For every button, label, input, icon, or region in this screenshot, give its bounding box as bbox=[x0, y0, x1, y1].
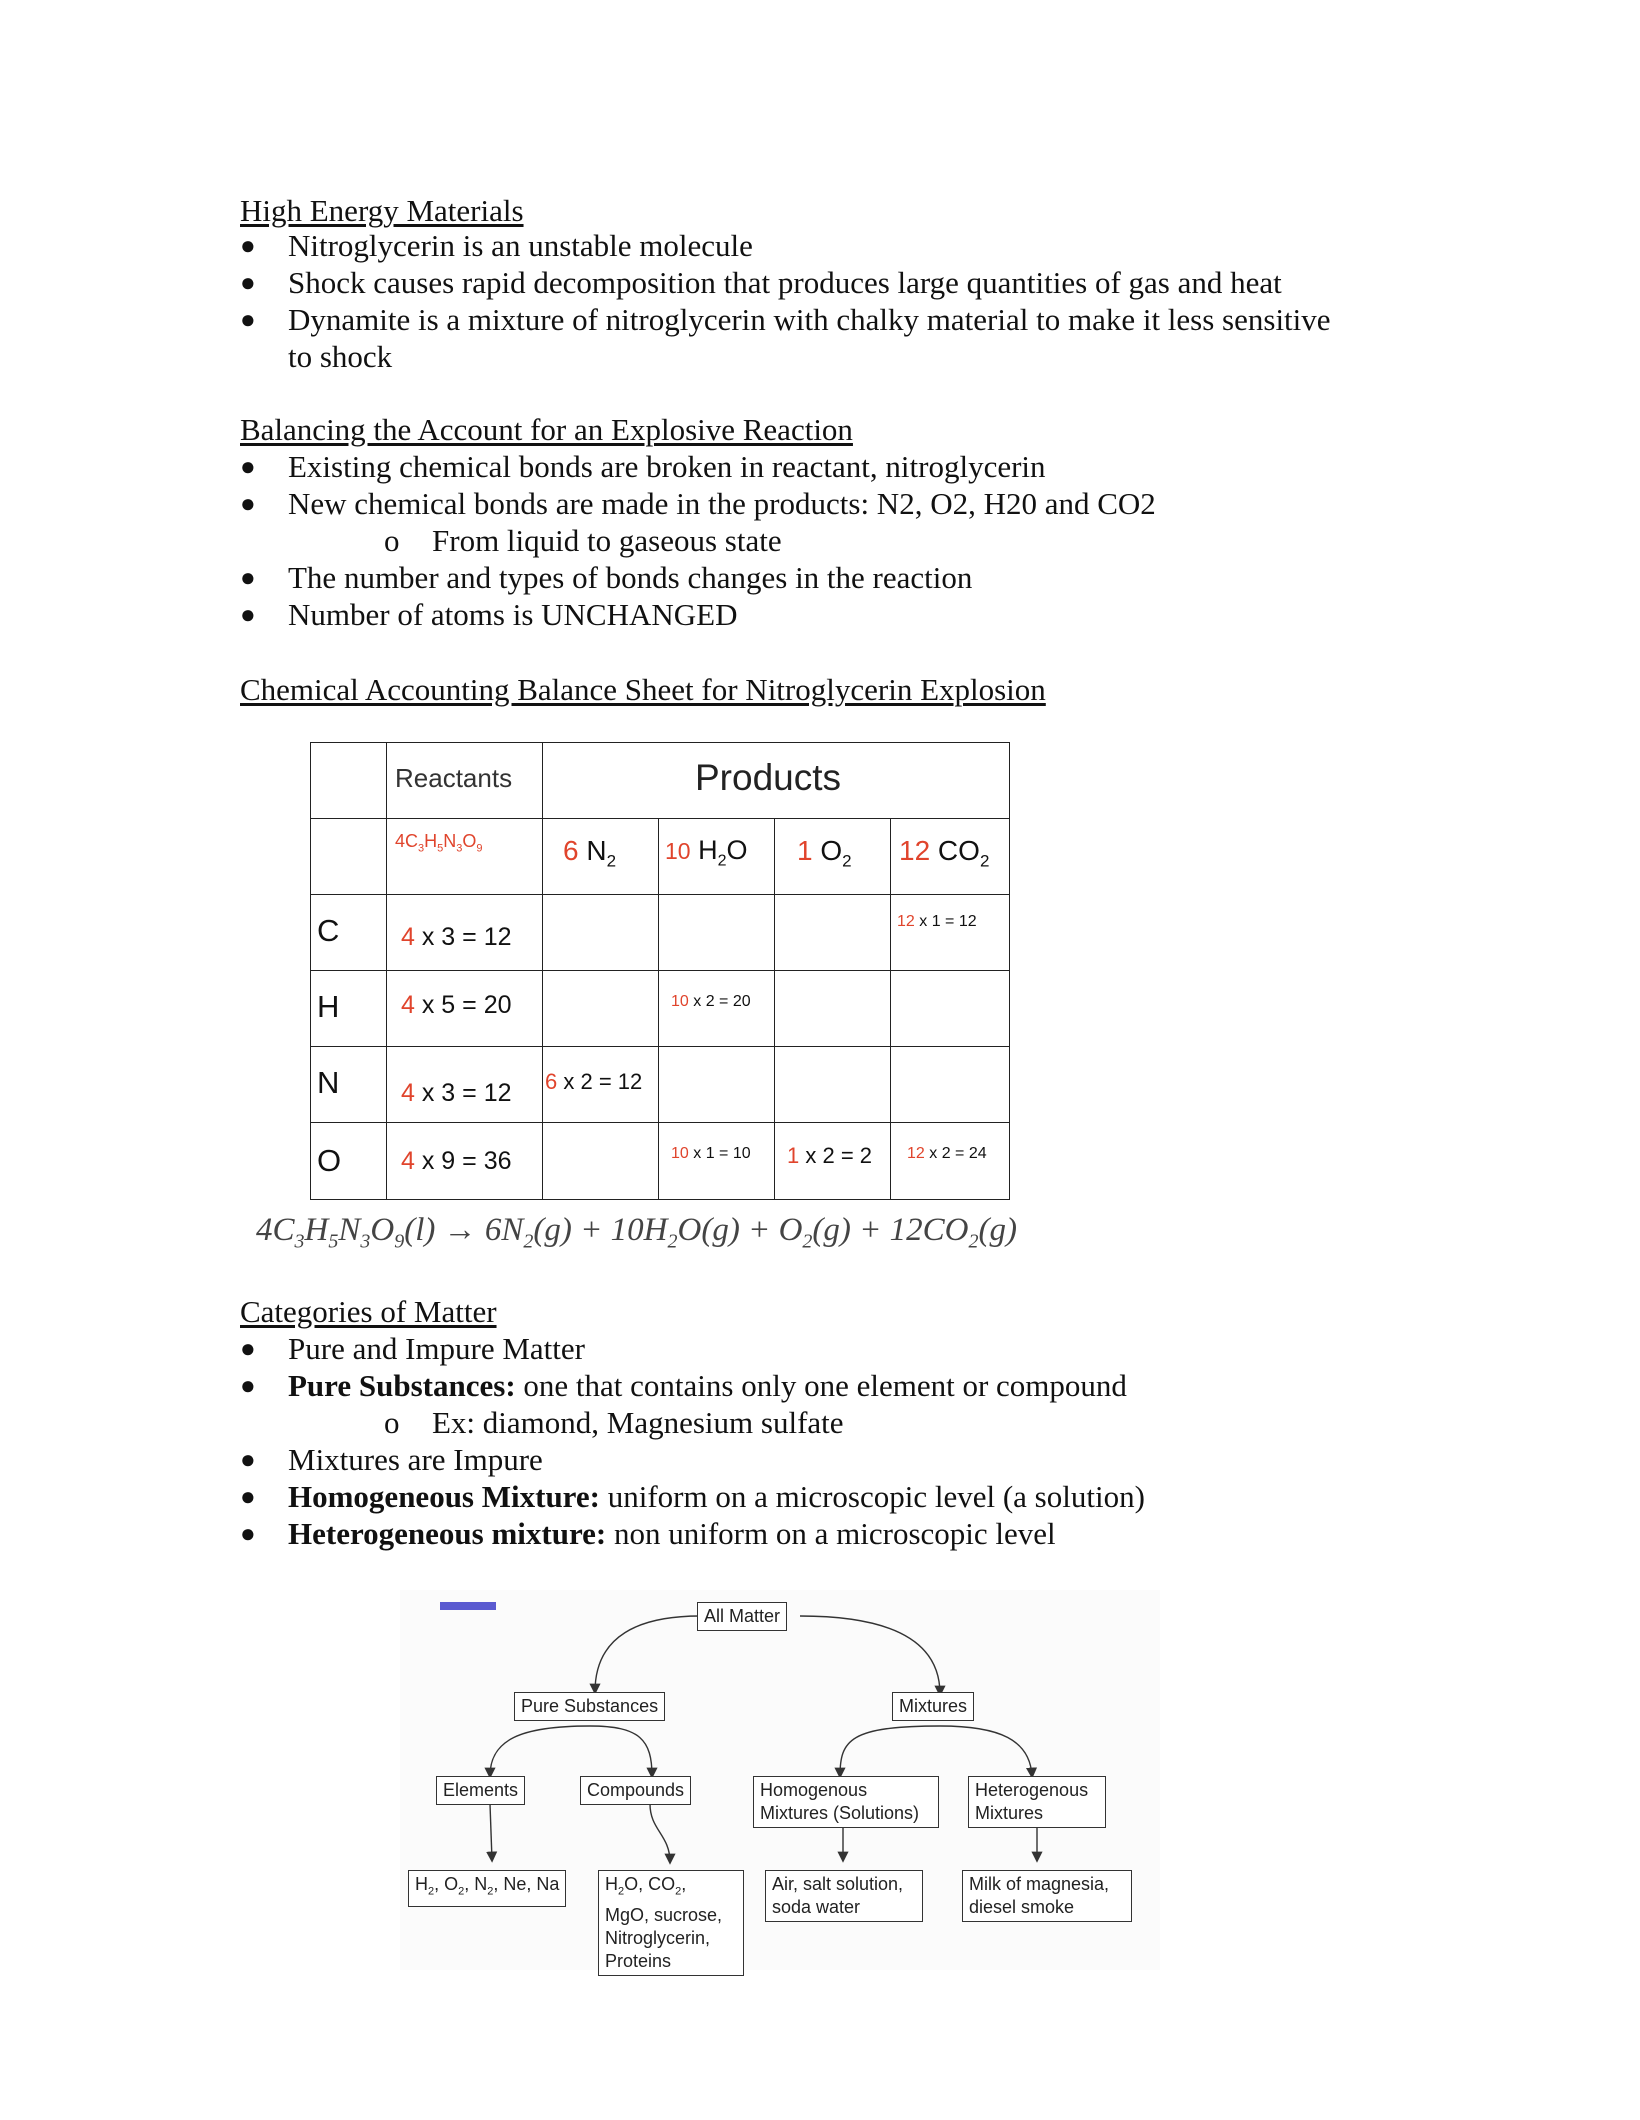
product-formula-o2: 1 $O_2$ bbox=[797, 835, 852, 871]
node-mixtures: Mixtures bbox=[892, 1692, 974, 1721]
bullet-text: non uniform on a microscopic level bbox=[606, 1516, 1056, 1551]
element-label: N bbox=[317, 1065, 340, 1100]
connector-arrow bbox=[590, 1726, 652, 1776]
node-heterogenous-mixtures bbox=[968, 1776, 1106, 1828]
node-label-line: Nitroglycerin, bbox=[605, 1927, 711, 1948]
table-cell bbox=[542, 1046, 660, 1124]
reactant-count: 4 x 3 = 12 bbox=[401, 1079, 512, 1107]
table-cell bbox=[386, 894, 544, 972]
high-energy-list bbox=[240, 227, 1331, 375]
table-cell bbox=[774, 970, 892, 1048]
table-cell bbox=[542, 970, 660, 1048]
connector-arrow bbox=[840, 1726, 940, 1776]
products-header-cell bbox=[542, 742, 1010, 820]
list-item: ● Shock causes rapid decomposition that produces large quantities of gas and heat bbox=[240, 265, 1282, 300]
reactant-count: 4 x 9 = 36 bbox=[401, 1147, 512, 1175]
o2-count: 1 x 2 = 2 bbox=[787, 1143, 873, 1168]
matter-categories-diagram bbox=[400, 1590, 1160, 1970]
section-title-balance-sheet: Chemical Accounting Balance Sheet for Nitroglycerin Explosion bbox=[240, 672, 1046, 707]
bullet-text: Mixtures are Impure bbox=[288, 1442, 543, 1477]
list-item: ● Number of atoms is UNCHANGED bbox=[240, 597, 738, 632]
table-cell bbox=[658, 970, 776, 1048]
list-item-continuation bbox=[288, 338, 1331, 375]
decorative-mark bbox=[440, 1602, 496, 1610]
product-formula-co2-cell bbox=[890, 818, 1010, 896]
element-label: O bbox=[317, 1143, 342, 1178]
bullet-text: Nitroglycerin is an unstable molecule bbox=[288, 228, 753, 263]
list-item: ● Dynamite is a mixture of nitroglycerin with chalky material to make it less sensitive bbox=[240, 302, 1331, 337]
table-cell bbox=[774, 1122, 892, 1200]
product-formula-h2o: 10 $H_2O$ bbox=[665, 835, 748, 870]
list-item: ● Mixtures are Impure bbox=[240, 1442, 543, 1477]
bullet-text: New chemical bonds are made in the products: N2, O2, H20 and CO2 bbox=[288, 486, 1156, 521]
node-homogenous-mixtures bbox=[753, 1776, 939, 1828]
element-cell bbox=[310, 1046, 388, 1124]
reactant-formula-cell bbox=[386, 818, 544, 896]
table-cell bbox=[386, 970, 544, 1048]
co2-count: 12 x 2 = 24 bbox=[907, 1145, 987, 1162]
bullet-text: Number of atoms is UNCHANGED bbox=[288, 597, 738, 632]
reactants-header: Reactants bbox=[395, 763, 513, 793]
sub-bullet-marker: o bbox=[384, 523, 400, 558]
section-title-balancing: Balancing the Account for an Explosive Reaction bbox=[240, 412, 853, 447]
co2-count: 12 x 1 = 12 bbox=[897, 913, 977, 930]
node-label-line: Mixtures bbox=[975, 1803, 1044, 1823]
bullet-text: Pure and Impure Matter bbox=[288, 1331, 585, 1366]
node-compounds: Compounds bbox=[580, 1776, 691, 1805]
table-formula-corner bbox=[310, 818, 388, 896]
element-label: H bbox=[317, 989, 340, 1024]
node-label-line: diesel smoke bbox=[969, 1897, 1075, 1917]
products-header: Products bbox=[695, 757, 842, 798]
table-cell bbox=[658, 894, 776, 972]
reactants-header-cell bbox=[386, 742, 544, 820]
sub-bullet-text: Ex: diamond, Magnesium sulfate bbox=[432, 1405, 844, 1440]
bullet-text: Dynamite is a mixture of nitroglycerin with chalky material to make it less sensitive bbox=[288, 302, 1331, 337]
node-label-line: soda water bbox=[772, 1897, 861, 1917]
list-item: ● Homogeneous Mixture: uniform on a microscopic level (a solution) bbox=[240, 1479, 1145, 1514]
table-corner-cell bbox=[310, 742, 388, 820]
node-label-line: $H_2O$, $CO_2$, bbox=[605, 1874, 687, 1898]
list-item: ● Existing chemical bonds are broken in reactant, nitroglycerin bbox=[240, 449, 1046, 484]
table-cell bbox=[890, 1046, 1010, 1124]
bullet-term: Heterogeneous mixture: bbox=[288, 1516, 607, 1551]
node-pure-substances: Pure Substances bbox=[514, 1692, 665, 1721]
table-cell bbox=[658, 1046, 776, 1124]
node-label-line: Milk of magnesia, bbox=[969, 1874, 1110, 1894]
node-elements-examples: $H_2$, $O_2$, $N_2$, Ne, Na bbox=[408, 1870, 566, 1907]
connector-arrow bbox=[650, 1804, 670, 1862]
sub-list-item bbox=[384, 1404, 1145, 1441]
categories-list bbox=[240, 1330, 1145, 1552]
reactant-count: 4 x 3 = 12 bbox=[401, 923, 512, 951]
table-cell bbox=[890, 1122, 1010, 1200]
element-cell bbox=[310, 1122, 388, 1200]
balancing-list bbox=[240, 448, 1156, 633]
bullet-text: uniform on a microscopic level (a solution) bbox=[599, 1479, 1145, 1514]
node-all-matter: All Matter bbox=[697, 1602, 787, 1631]
node-label-line: Proteins bbox=[605, 1950, 672, 1971]
reactant-formula: $4C_3H_5N_3O_9$ bbox=[395, 831, 483, 855]
node-label-line: Homogenous bbox=[760, 1780, 868, 1800]
section-title-high-energy: High Energy Materials bbox=[240, 193, 524, 228]
bullet-text: to shock bbox=[288, 339, 393, 374]
sub-list-item bbox=[384, 522, 1156, 559]
connector-arrow bbox=[490, 1804, 492, 1860]
node-label-line: MgO, sucrose, bbox=[605, 1904, 723, 1925]
element-cell bbox=[310, 894, 388, 972]
product-formula-o2-cell bbox=[774, 818, 892, 896]
bullet-term: Pure Substances: bbox=[288, 1368, 516, 1403]
node-homogenous-examples bbox=[765, 1870, 923, 1922]
h2o-count: 10 x 1 = 10 bbox=[671, 1145, 751, 1162]
element-label: C bbox=[317, 913, 340, 948]
connector-arrow bbox=[595, 1616, 700, 1692]
table-cell bbox=[774, 1046, 892, 1124]
node-compounds-examples bbox=[598, 1870, 744, 1976]
connector-arrow bbox=[490, 1726, 590, 1776]
list-item: ● New chemical bonds are made in the products: N2, O2, H20 and CO2 bbox=[240, 486, 1156, 521]
h2o-count: 10 x 2 = 20 bbox=[671, 993, 751, 1010]
bullet-text: Shock causes rapid decomposition that produces large quantities of gas and heat bbox=[288, 265, 1282, 300]
table-cell bbox=[542, 894, 660, 972]
node-label-line: Air, salt solution, bbox=[772, 1874, 904, 1894]
table-cell bbox=[890, 894, 1010, 972]
bullet-text: one that contains only one element or compound bbox=[515, 1368, 1127, 1403]
bullet-text: Existing chemical bonds are broken in reactant, nitroglycerin bbox=[288, 449, 1046, 484]
element-cell bbox=[310, 970, 388, 1048]
balance-sheet-table bbox=[310, 742, 1010, 1200]
connector-arrow bbox=[800, 1616, 940, 1694]
bullet-text: The number and types of bonds changes in the reaction bbox=[288, 560, 973, 595]
node-elements: Elements bbox=[436, 1776, 525, 1805]
table-cell bbox=[386, 1046, 544, 1124]
list-item: ● Pure and Impure Matter bbox=[240, 1331, 585, 1366]
product-formula-n2: 6 $N_2$ bbox=[563, 835, 617, 871]
list-item: ● The number and types of bonds changes in the reaction bbox=[240, 560, 973, 595]
node-label-line: Mixtures (Solutions) bbox=[760, 1803, 920, 1823]
sub-bullet-marker: o bbox=[384, 1405, 400, 1440]
table-cell bbox=[774, 894, 892, 972]
list-item: ● Pure Substances: one that contains only one element or compound bbox=[240, 1368, 1127, 1403]
n2-count: 6 x 2 = 12 bbox=[545, 1069, 643, 1094]
table-cell bbox=[386, 1122, 544, 1200]
bullet-term: Homogeneous Mixture: bbox=[288, 1479, 600, 1514]
sub-bullet-text: From liquid to gaseous state bbox=[432, 523, 782, 558]
product-formula-co2: 12 $CO_2$ bbox=[899, 835, 990, 871]
table-cell bbox=[658, 1122, 776, 1200]
table-cell bbox=[542, 1122, 660, 1200]
balanced-equation: $4C_3H_5N_3O_9(l) \to 6N_2(g) + 10H_2O(g) + O_2(g) + 12CO_2(g)$ bbox=[256, 1212, 1018, 1253]
product-formula-n2-cell bbox=[542, 818, 660, 896]
node-heterogenous-examples bbox=[962, 1870, 1132, 1922]
table-cell bbox=[890, 970, 1010, 1048]
reactant-count: 4 x 5 = 20 bbox=[401, 991, 512, 1019]
list-item: ● Heterogeneous mixture: non uniform on a microscopic level bbox=[240, 1516, 1056, 1551]
list-item: ● Nitroglycerin is an unstable molecule bbox=[240, 228, 753, 263]
product-formula-h2o-cell bbox=[658, 818, 776, 896]
section-title-categories: Categories of Matter bbox=[240, 1294, 497, 1329]
node-label-line: Heterogenous bbox=[975, 1780, 1089, 1800]
connector-arrow bbox=[940, 1726, 1032, 1776]
